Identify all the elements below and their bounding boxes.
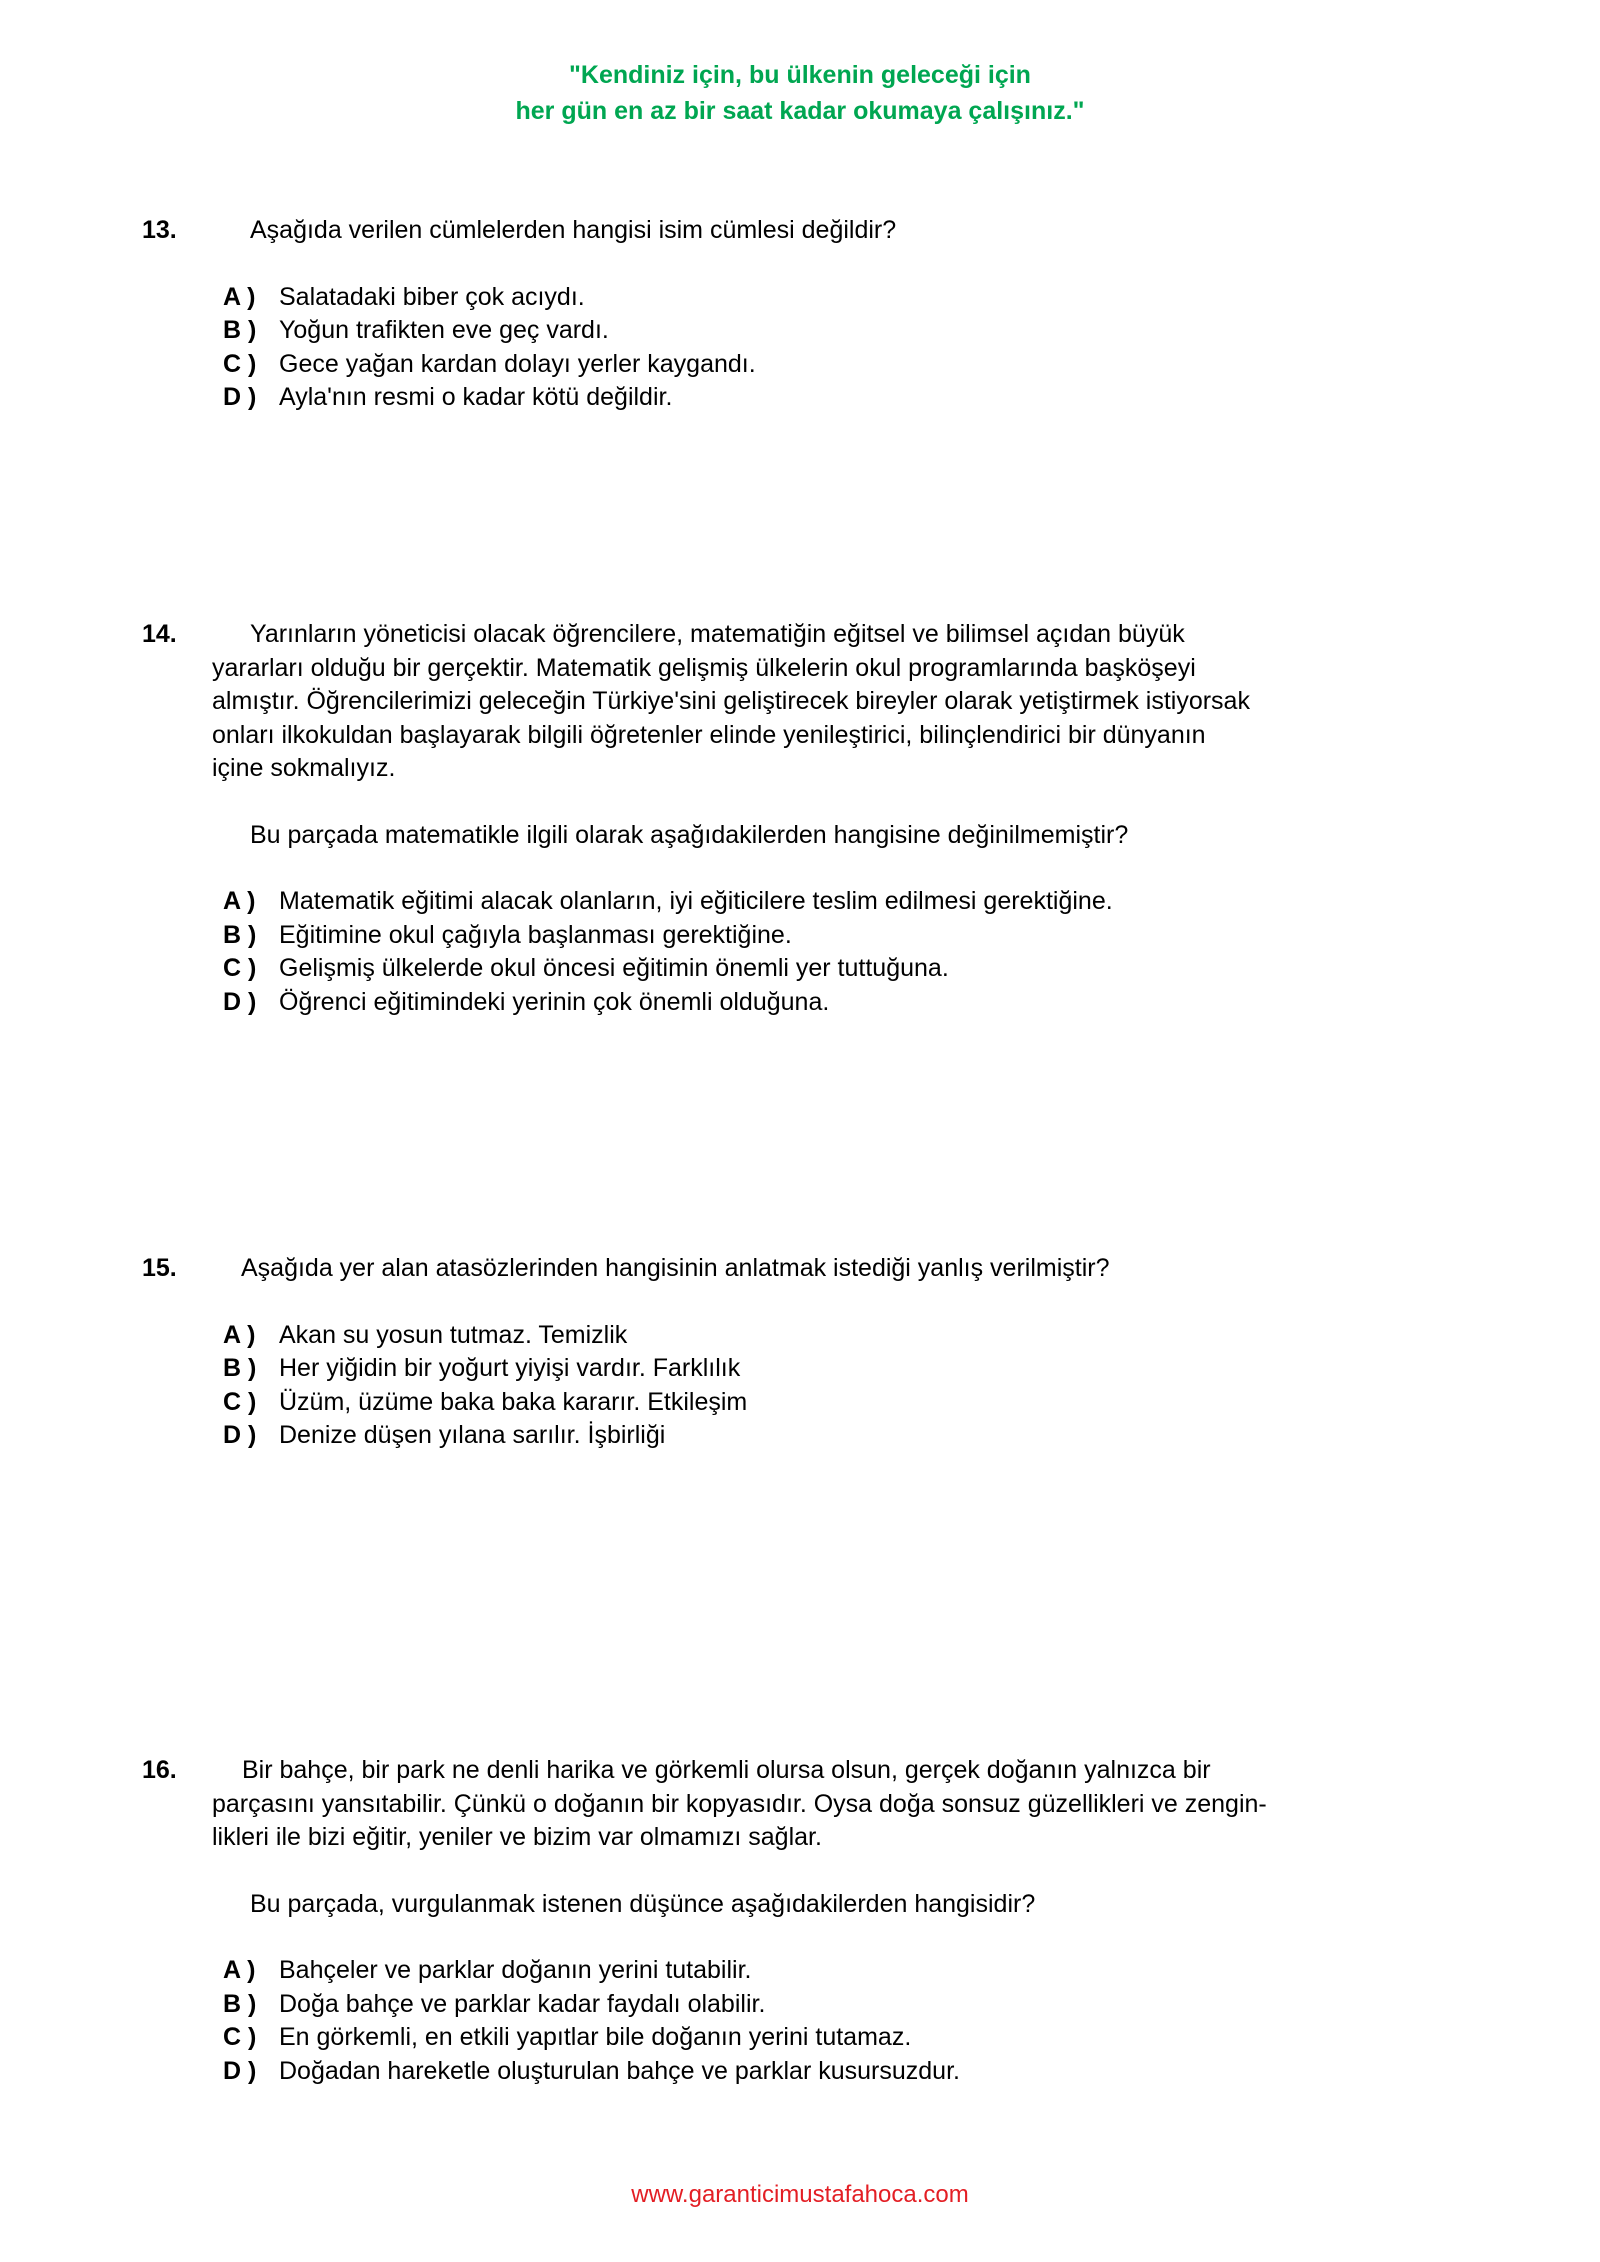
option-c[interactable]: [223, 348, 1382, 382]
question-13: [142, 214, 1382, 415]
option-label: B ): [223, 1989, 257, 2018]
option-label: C ): [223, 349, 257, 378]
question-15: [142, 1252, 1382, 1453]
option-text: Ayla'nın resmi o kadar kötü değildir.: [279, 383, 673, 411]
option-d[interactable]: [223, 986, 1382, 1020]
passage-line: yararları olduğu bir gerçektir. Matematik gelişmiş ülkelerin okul programlarında başköşeyi: [212, 653, 1196, 682]
option-label: D ): [223, 2056, 257, 2085]
option-d[interactable]: [223, 1419, 1382, 1453]
option-c[interactable]: [223, 1386, 1382, 1420]
option-label: B ): [223, 920, 257, 949]
option-c[interactable]: [223, 2021, 1382, 2055]
options-list: [142, 1954, 1382, 2088]
option-a[interactable]: [223, 885, 1382, 919]
options-list: [142, 281, 1382, 415]
question-number: 16.: [142, 1756, 177, 1784]
passage-line: 16. Bir bahçe, bir park ne denli harika ve görkemli olursa olsun, gerçek doğanın yalnızca bir: [142, 1754, 1382, 1788]
option-text: Her yiğidin bir yoğurt yiyişi vardır. Farklılık: [279, 1354, 741, 1382]
question-number: 15.: [142, 1254, 177, 1282]
page-header-quote: [0, 57, 1600, 129]
question-14: [142, 618, 1382, 1019]
option-text: Gece yağan kardan dolayı yerler kaygandı.: [279, 349, 756, 378]
option-text: Bahçeler ve parklar doğanın yerini tutabilir.: [279, 1956, 752, 1984]
option-label: B ): [223, 1354, 257, 1382]
option-text: Öğrenci eğitimindeki yerinin çok önemli olduğuna.: [279, 987, 830, 1016]
footer-website-link[interactable]: www.garanticimustafahoca.com: [631, 2181, 969, 2208]
option-text: Matematik eğitimi alacak olanların, iyi eğiticilere teslim edilmesi gerektiğine.: [279, 887, 1113, 915]
option-label: B ): [223, 316, 257, 344]
question-text: Aşağıda verilen cümlelerden hangisi isim cümlesi değildir?: [250, 216, 897, 244]
question-text: Bu parçada matematikle ilgili olarak aşağıdakilerden hangisine değinilmemiştir?: [250, 820, 1129, 849]
passage-line: 14. Yarınların yöneticisi olacak öğrencilere, matematiğin eğitsel ve bilimsel açıdan büyük: [142, 618, 1382, 652]
option-d[interactable]: [223, 2055, 1382, 2089]
option-label: A ): [223, 282, 256, 311]
option-b[interactable]: [223, 1988, 1382, 2022]
option-text: Doğa bahçe ve parklar kadar faydalı olabilir.: [279, 1989, 766, 2018]
header-quote-line-1: "Kendiniz için, bu ülkenin geleceği için: [569, 61, 1031, 89]
option-text: Doğadan hareketle oluşturulan bahçe ve parklar kusursuzdur.: [279, 2056, 960, 2085]
option-d[interactable]: [223, 381, 1382, 415]
options-list: [142, 1319, 1382, 1453]
question-text: Bu parçada, vurgulanmak istenen düşünce aşağıdakilerden hangisidir?: [250, 1889, 1036, 1918]
passage-line: onları ilkokuldan başlayarak bilgili öğretenler elinde yenileştirici, bilinçlendirici bir dünyanın: [212, 720, 1206, 749]
question-16: [142, 1754, 1382, 2088]
question-number: 14.: [142, 620, 177, 648]
option-label: A ): [223, 1320, 256, 1349]
option-label: C ): [223, 954, 257, 982]
option-label: D ): [223, 383, 257, 411]
option-label: A ): [223, 887, 256, 915]
option-a[interactable]: [223, 1954, 1382, 1988]
question-number: 13.: [142, 216, 177, 244]
option-text: Yoğun trafikten eve geç vardı.: [279, 316, 609, 344]
option-c[interactable]: [223, 952, 1382, 986]
option-label: A ): [223, 1956, 256, 1984]
header-quote-line-2: her gün en az bir saat kadar okumaya çalışınız.": [515, 97, 1085, 125]
question-text: Aşağıda yer alan atasözlerinden hangisinin anlatmak istediği yanlış verilmiştir?: [241, 1254, 1110, 1282]
option-b[interactable]: [223, 1352, 1382, 1386]
option-text: Gelişmiş ülkelerde okul öncesi eğitimin önemli yer tuttuğuna.: [279, 954, 949, 982]
option-label: C ): [223, 2023, 257, 2051]
option-b[interactable]: [223, 314, 1382, 348]
passage-line: içine sokmalıyız.: [212, 754, 396, 782]
option-b[interactable]: [223, 919, 1382, 953]
option-label: D ): [223, 987, 257, 1016]
passage-line: almıştır. Öğrencilerimizi geleceğin Türkiye'sini geliştirecek bireyler olarak yetiştirmek istiyorsak: [212, 687, 1250, 715]
option-text: Eğitimine okul çağıyla başlanması gerektiğine.: [279, 920, 792, 949]
option-text: Denize düşen yılana sarılır. İşbirliği: [279, 1421, 666, 1449]
option-a[interactable]: [223, 281, 1382, 315]
option-a[interactable]: [223, 1319, 1382, 1353]
options-list: [142, 885, 1382, 1019]
option-label: D ): [223, 1421, 257, 1449]
question-stem: [142, 214, 1382, 248]
option-label: C ): [223, 1387, 257, 1416]
question-stem: [142, 1252, 1382, 1286]
option-text: Akan su yosun tutmaz. Temizlik: [279, 1320, 628, 1349]
passage-line: likleri ile bizi eğitir, yeniler ve bizim var olmamızı sağlar.: [212, 1823, 822, 1851]
option-text: Salatadaki biber çok acıydı.: [279, 282, 585, 311]
option-text: Üzüm, üzüme baka baka kararır. Etkileşim: [279, 1387, 748, 1416]
passage-line: parçasını yansıtabilir. Çünkü o doğanın bir kopyasıdır. Oysa doğa sonsuz güzellikleri ve zengin-: [212, 1789, 1267, 1818]
option-text: En görkemli, en etkili yapıtlar bile doğanın yerini tutamaz.: [279, 2023, 912, 2051]
